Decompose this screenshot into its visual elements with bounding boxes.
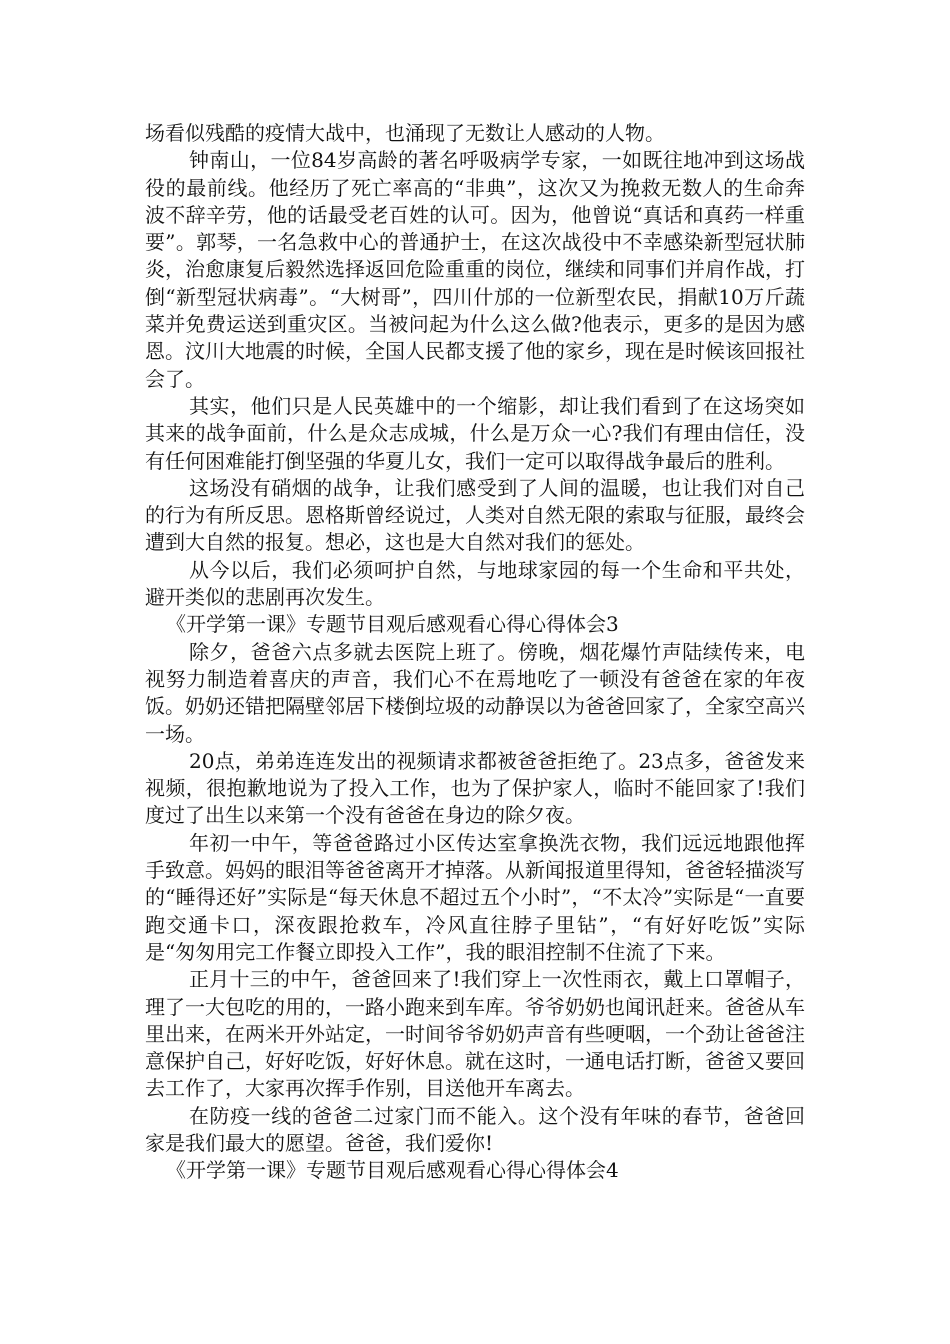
paragraph-first-day: 年初一中午，等爸爸路过小区传达室拿换洗衣物，我们远远地跟他挥手致意。妈妈的眼泪等爸爸离开才掉落。从新闻报道里得知，爸爸轻描淡写的“睡得还好”实际是“每天休息不超过五个小时”，“不太冷”实际是“一直要跑交通卡口，深夜跟抢救车，冷风直往脖子里钻”，“有好好吃饭”实际是“匆匆用完工作餐立即投入工作”，我的眼泪控制不住流了下来。 [145, 830, 805, 964]
paragraph-video-call: 20点，弟弟连连发出的视频请求都被爸爸拒绝了。23点多，爸爸发来视频，很抱歉地说为了投入工作，也为了保护家人，临时不能回家了!我们度过了出生以来第一个没有爸爸在身边的除夕夜。 [145, 748, 805, 828]
paragraph-continuation: 场看似残酷的疫情大战中，也涌现了无数让人感动的人物。 [145, 121, 665, 145]
section-heading-3: 《开学第一课》专题节目观后感观看心得心得体会3 [166, 612, 619, 637]
paragraph-zhong-nanshan: 钟南山，一位84岁高龄的著名呼吸病学专家，一如既往地冲到这场战役的最前线。他经历了死亡率高的“非典”，这次又为挽救无数人的生命奔波不辞辛劳，他的话最受老百姓的认可。因为，他曾说“真话和真药一样重要”。郭琴，一名急救中心的普通护士，在这次战役中不幸感染新型冠状肺炎，治愈康复后毅然选择返回危险重重的岗位，继续和同事们并肩作战，打倒“新型冠状病毒”。“大树哥”，四川什邡的一位新型农民，捐献10万斤蔬菜并免费运送到重灾区。当被问起为什么这么做?他表示，更多的是因为感恩。汶川大地震的时候，全国人民都支援了他的家乡，现在是时候该回报社会了。 [145, 148, 805, 391]
document-body [145, 120, 805, 1185]
paragraph-protect-nature: 从今以后，我们必须呵护自然，与地球家园的每一个生命和平共处，避开类似的悲剧再次发生。 [145, 557, 805, 610]
paragraph-new-year-eve: 除夕，爸爸六点多就去医院上班了。傍晚，烟花爆竹声陆续传来，电视努力制造着喜庆的声音，我们心不在焉地吃了一顿没有爸爸在家的年夜饭。奶奶还错把隔壁邻居下楼倒垃圾的动静误以为爸爸回家了，全家空高兴一场。 [145, 639, 805, 746]
section-heading-4: 《开学第一课》专题节目观后感观看心得心得体会4 [166, 1158, 619, 1183]
paragraph-thirteenth-day: 正月十三的中午，爸爸回来了!我们穿上一次性雨衣，戴上口罩帽子，理了一大包吃的用的，一路小跑来到车库。爷爷奶奶也闻讯赶来。爸爸从车里出来，在两米开外站定，一时间爷爷奶奶声音有些哽咽，一个劲让爸爸注意保护自己，好好吃饭，好好休息。就在这时，一通电话打断，爸爸又要回去工作了，大家再次挥手作别，目送他开车离去。 [145, 967, 805, 1101]
paragraph-heroes-summary: 其实，他们只是人民英雄中的一个缩影，却让我们看到了在这场突如其来的战争面前，什么是众志成城，什么是万众一心?我们有理由信任，没有任何困难能打倒坚强的华夏儿女，我们一定可以取得战争最后的胜利。 [145, 393, 805, 473]
paragraph-reflection: 这场没有硝烟的战争，让我们感受到了人间的温暖，也让我们对自己的行为有所反思。恩格斯曾经说过，人类对自然无限的索取与征服，最终会遭到大自然的报复。想必，这也是大自然对我们的惩处。 [145, 475, 805, 555]
paragraph-closing: 在防疫一线的爸爸二过家门而不能入。这个没有年味的春节，爸爸回家是我们最大的愿望。爸爸，我们爱你! [145, 1103, 805, 1155]
